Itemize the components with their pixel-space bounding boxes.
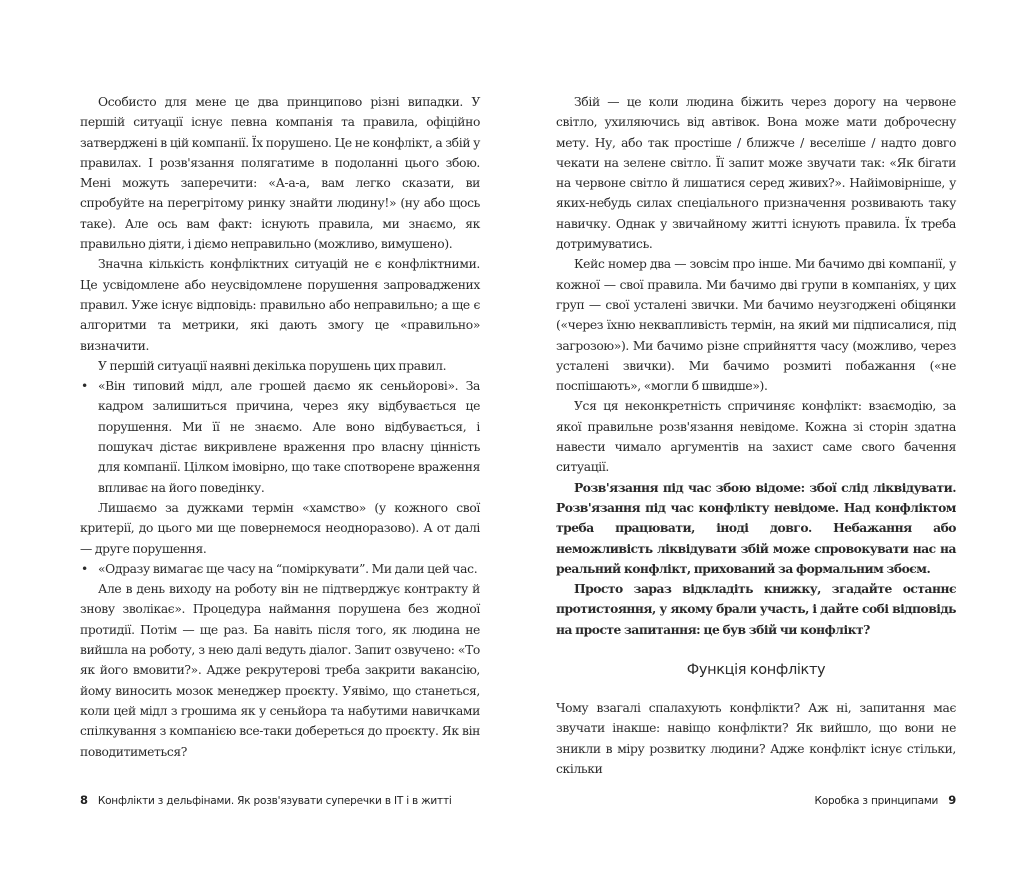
page-spacer [80,762,480,793]
list-item [80,559,480,579]
page-number: 9 [948,793,956,808]
paragraph: Чому взагалі спалахують конфлікти? Аж ні, запитання має звучати інакше: навіщо конфлікти? Як вийшло, що вони не зникли в міру розвитку людини? Адже конфлікт існує стільки, скільки [556,701,956,776]
bullet-marker: • [81,561,88,576]
left-page-footer [80,793,480,808]
section-heading: Функція конфлікту [686,662,826,679]
list-item [80,376,480,498]
paragraph: Але в день виходу на роботу він не підтверджує контракту й знову зволікає». Процедура наймання порушена без жодної протидії. Потім — ще раз. Ба навіть після того, як людина не вийшла на роботу, з нею далі ведуть діалог. Запит озвучено: «То як його вмовити?». Адже рекрутерові треба закрити вакансію, йому виносить мозок менеджер проєкту. Уявімо, що станеться, коли цей мідл з грошима як у сеньйора та набутими навичками спілкування з компанією все-таки добереться до проєкту. Як він поводитиметься? [80,582,480,759]
running-title: Коробка з принципами [814,795,939,808]
list-item-text: «Одразу вимагає ще часу на “поміркувати”. Ми дали цей час. [98,561,478,576]
right-sheet [512,0,1024,878]
page-spacer [556,779,956,793]
page-number: 8 [80,793,88,808]
bullet-marker: • [81,379,88,394]
left-page [80,92,480,762]
paragraph: Лишаємо за дужками термін «хамство» (у кожного свої критерії, до цього ми ще повернемося неодноразово). А от далі — друге порушення. [80,500,480,556]
running-title: Конфлікти з дельфінами. Як розв'язувати суперечки в ІТ і в житті [97,795,452,808]
violations-list-2 [80,559,480,579]
paragraph: Особисто для мене це два принципово різні випадки. У першій ситуації існує певна компанія та правила, офіційно затверджені в цій компанії. Їх порушено. Це не конфлікт, а збій у правилах. І розв'язання полягатиме в подоланні цього збою. Мені можуть заперечити: «А-а-а, вам легко сказати, ви спробуйте на перегрітому ринку знайти людину!» (ну або щось таке). Але ось вам факт: існують правила, ми знаємо, як правильно діяти, і діємо неправильно (можливо, вимушено). [80,95,481,252]
right-page [556,92,956,779]
violations-list [80,376,480,498]
bold-paragraph: Просто зараз відкладіть книжку, згадайте останнє протистояння, у якому брали участь, і дайте собі відповідь на просте запитання: це був збій чи конфлікт? [556,581,956,637]
bold-paragraph: Розв'язання під час збою відоме: збої слід ліквідувати. Розв'язання під час конфлікту невідоме. Над конфліктом треба працювати, іноді довго. Небажання або неможливість ліквідувати збій може спровокувати нас на реальний конфлікт, прихований за формальним збоєм. [556,479,956,576]
paragraph: Кейс номер два — зовсім про інше. Ми бачимо дві компанії, у кожної — свої правила. Ми бачимо дві групи в компаніях, у цих груп — свої усталені звички. Ми бачимо неузгоджені обіцянки («через їхню неквапливість термін, на який ми підписалися, під загрозою»). Ми бачимо різне сприйняття часу (можливо, через усталені звички). Ми бачимо розмиті побажання («не поспішають», «могли б швидше»). [556,257,956,394]
paragraph: Збій — це коли людина біжить через дорогу на червоне світло, ухиляючись від автівок. Вона може мати доброчесну мету. Ну, або так простіше / ближче / веселіше / надто довго чекати на зелене світло. Її запит може звучати так: «Як бігати на червоне світло й лишатися серед живих?». Найімовірніше, у яких-небудь силах спеціального призначення розвивають таку навичку. Однак у звичайному житті існують правила. Їх треба дотримуватись. [556,95,956,252]
paragraph: Значна кількість конфліктних ситуацій не є конфліктними. Це усвідомлене або неусвідомлене порушення запроваджених правил. Уже існує відповідь: правильно або неправильно; а ще є алгоритми та метрики, які дають змогу це «правильно» визначити. [80,257,480,353]
paragraph: Уся ця неконкретність спричиняє конфлікт: взаємодію, за якої правильне розв'язання невідоме. Кожна зі сторін здатна навести чимало аргументів на захист саме свого бачення ситуації. [556,399,956,475]
right-page-footer [556,793,956,808]
list-item-text: «Він типовий мідл, але грошей даємо як сеньйорові». За кадром залишиться причина, через яку відбувається це порушення. Ми її не знаємо. Але воно відбувається, і пошукач дістає викривлене враження про власну цінність для компанії. Цілком імовірно, що таке спотворене враження впливає на його поведінку. [98,379,480,495]
paragraph: У першій ситуації наявні декілька порушень цих правил. [98,358,447,373]
